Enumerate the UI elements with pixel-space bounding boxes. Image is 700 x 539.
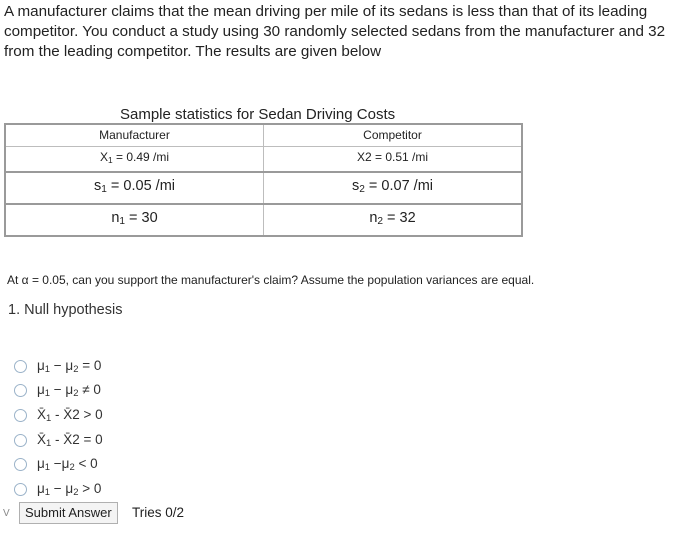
option-label: $\mu_1 -\mu_2 < 0$ (37, 456, 98, 474)
radio-button[interactable] (14, 483, 27, 496)
competitor-mean: X2 = 0.51 /mi (263, 147, 521, 171)
option-item[interactable] (14, 477, 103, 502)
option-label: $\mu_1 - \mu_2 \ne 0$ (37, 382, 101, 400)
competitor-sample-size: $n_2 = 32$ (263, 205, 521, 235)
manufacturer-mean: $X_1 = 0.49$ /mi (99, 150, 170, 165)
table-row-mean (6, 146, 521, 171)
radio-button[interactable] (14, 434, 27, 447)
table-row-sample-size (6, 203, 521, 235)
tries-counter: Tries 0/2 (132, 505, 185, 520)
option-label: $X̄_1$ - X̄2 = 0 (37, 431, 103, 449)
header-manufacturer: Manufacturer (99, 128, 170, 142)
option-label: $\mu_1 - \mu_2 > 0$ (37, 480, 102, 498)
question-text: At α = 0.05, can you support the manufacturer's claim? Assume the population variances are equal. (7, 273, 535, 287)
radio-button[interactable] (14, 409, 27, 422)
option-label: $\mu_1 - \mu_2 = 0$ (37, 357, 102, 375)
sample-statistics-table (4, 123, 523, 237)
option-label: $X̄_1$ - X̄2 > 0 (37, 406, 103, 424)
radio-button[interactable] (14, 458, 27, 471)
header-competitor: Competitor (263, 125, 521, 146)
table-title: Sample statistics for Sedan Driving Costs (120, 106, 396, 123)
hypothesis-options (14, 354, 103, 502)
manufacturer-std-dev: $s_1 = 0.05$ /mi (94, 178, 175, 195)
option-item[interactable] (14, 379, 103, 404)
option-item[interactable] (14, 452, 103, 477)
radio-button[interactable] (14, 384, 27, 397)
option-item[interactable] (14, 354, 103, 379)
manufacturer-sample-size: $n_1 = 30$ (111, 210, 158, 227)
edge-mark: V (3, 508, 10, 519)
table-row-std-dev (6, 171, 521, 203)
radio-button[interactable] (14, 360, 27, 373)
competitor-std-dev: $s_2 = 0.07$ /mi (263, 173, 521, 203)
submit-answer-button[interactable]: Submit Answer (19, 502, 118, 524)
part-label: 1. Null hypothesis (8, 302, 123, 318)
problem-statement: A manufacturer claims that the mean driving per mile of its sedans is less than that of its leading competitor. You conduct a study using 30 randomly selected sedans from the manufacturer and 32 from the leading competitor. The results are given below (4, 3, 666, 60)
option-item[interactable] (14, 403, 103, 428)
option-item[interactable] (14, 428, 103, 453)
table-header-row (6, 125, 521, 146)
